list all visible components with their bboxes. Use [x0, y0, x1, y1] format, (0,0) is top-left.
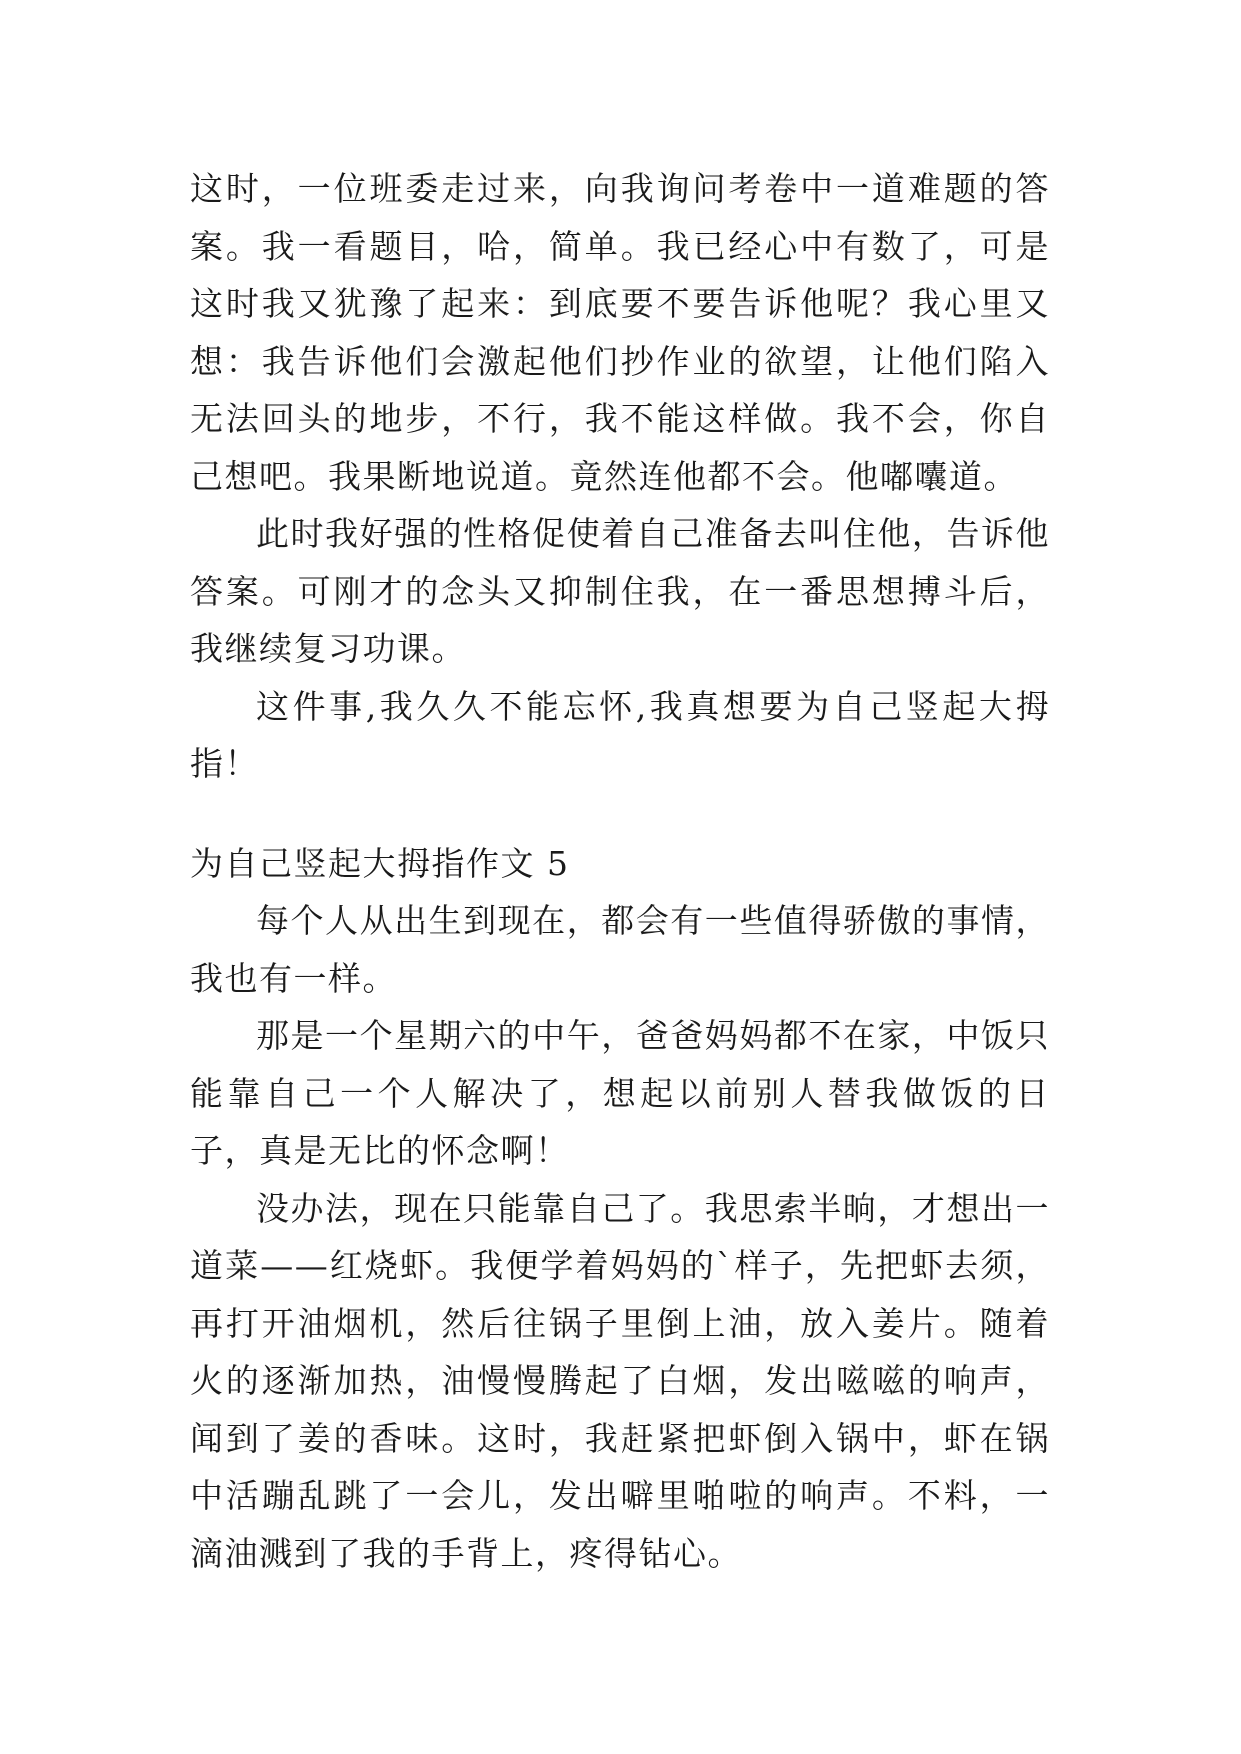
paragraph-conclusion: 这件事,我久久不能忘怀,我真想要为自己竖起大拇指！	[190, 686, 1050, 783]
paragraph-cooking: 没办法，现在只能靠自己了。我思索半晌，才想出一道菜——红烧虾。我便学着妈妈的`样子，先把虾去须，再打开油烟机，然后往锅子里倒上油，放入姜片。随着火的逐渐加热，油慢慢腾起了白烟，发出嗞嗞的响声，闻到了姜的香味。这时，我赶紧把虾倒入锅中，虾在锅中活蹦乱跳了一会儿，发出噼里啪啦的响声。不料，一滴油溅到了我的手背上，疼得钻心。	[190, 1188, 1050, 1573]
essay-heading: 为自己竖起大拇指作文 5	[190, 843, 570, 883]
paragraph-saturday: 那是一个星期六的中午，爸爸妈妈都不在家，中饭只能靠自己一个人解决了，想起以前别人替我做饭的日子，真是无比的怀念啊！	[190, 1016, 1050, 1170]
paragraph-intro: 每个人从出生到现在，都会有一些值得骄傲的事情，我也有一样。	[190, 901, 1050, 998]
document-body	[190, 160, 1050, 1582]
paragraph-dialogue: 这时，一位班委走过来，向我询问考卷中一道难题的答案。我一看题目，哈，简单。我已经心中有数了，可是这时我又犹豫了起来：到底要不要告诉他呢？我心里又想：我告诉他们会激起他们抄作业的欲望，让他们陷入无法回头的地步，不行，我不能这样做。我不会，你自己想吧。我果断地说道。竟然连他都不会。他嘟囔道。	[190, 169, 1050, 496]
paragraph-hesitation: 此时我好强的性格促使着自己准备去叫住他，告诉他答案。可刚才的念头又抑制住我，在一番思想搏斗后，我继续复习功课。	[190, 514, 1050, 668]
